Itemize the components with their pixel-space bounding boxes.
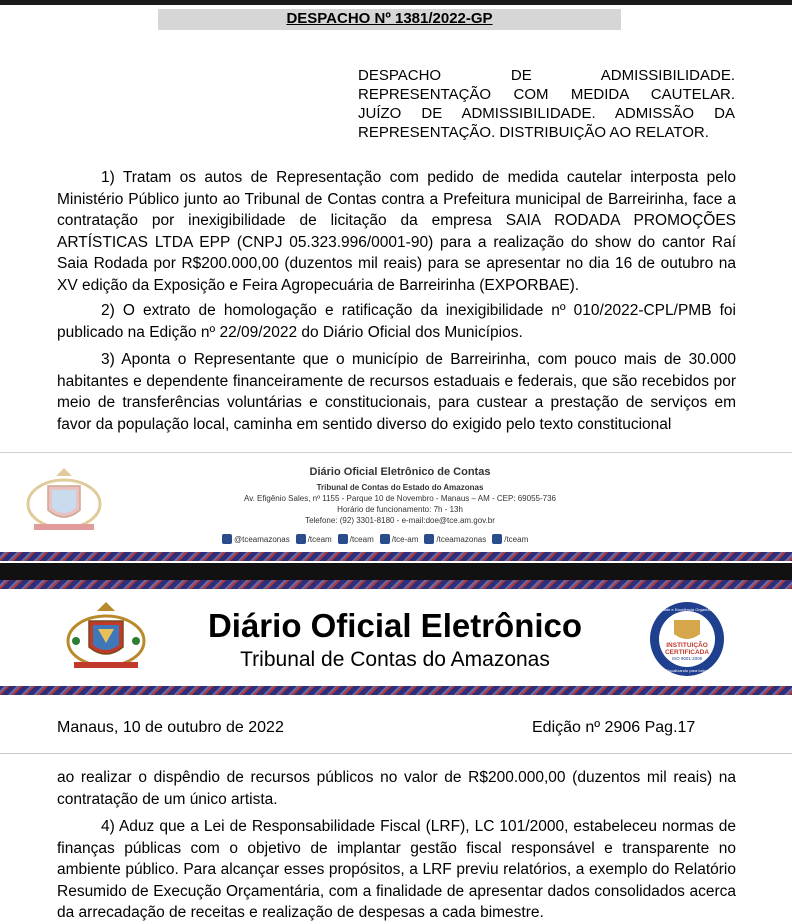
facebook-icon [296,534,306,544]
diary-subtitle: Tribunal de Contas do Amazonas [240,648,550,671]
seal-iso: ISO 9001:2008 [671,656,703,661]
tce-coat-of-arms-logo [62,599,150,671]
footer-address: Av. Efigênio Sales, nº 1155 - Parque 10 de Novembro - Manaus – AM - CEP: 69055-736 [244,494,556,503]
youtube-link[interactable]: /tceamazonas [424,534,486,544]
soundcloud-link[interactable]: /tceam [492,534,528,544]
flickr-icon [380,534,390,544]
seal-text-2: CERTIFICADA [664,649,710,656]
header-bottom-stripe [0,686,792,695]
flickr-link[interactable]: /tce-am [380,534,419,544]
facebook-link[interactable]: /tceam [296,534,332,544]
paragraph-2: 2) O extrato de homologação e ratificação da inexigibilidade nº 010/2022-CPL/PMB foi publicado na Edição nº 22/09/2022 do Diário Oficial dos Municípios. [57,302,736,341]
paragraph-4: 4) Aduz que a Lei de Responsabilidade Fiscal (LRF), LC 101/2000, estabeleceu normas de finanças públicas com o objetivo de implantar gestão fiscal responsável e transparente no ambiente público. Para alcançar esses propósitos, a LRF previu relatórios, a exemplo do Relatório Resumido de Execução Orçamentária, com a finalidade de apresentar dados consolidados acerca da arrecadação de receitas e realização de despesas a cada bimestre. [57,818,736,921]
previous-page [0,0,792,460]
edition-page: Edição nº 2906 Pag.17 [532,719,696,736]
instagram-icon [222,534,232,544]
ementa-line: REPRESENTAÇÃO COM MEDIDA CAUTELAR. [358,86,735,103]
footer-subtitle: Tribunal de Contas do Estado do Amazonas [316,483,484,492]
seal-top-text: Qualidade e Excelência Organizacional [652,607,722,612]
tce-coat-of-arms-logo [22,464,106,534]
continuation-paragraph: ao realizar o dispêndio de recursos públicos no valor de R$200.000,00 (duzentos mil reais) na contratação de um único artista. [57,769,736,808]
ementa [358,66,735,142]
ementa-line: DESPACHO DE ADMISSIBILIDADE. [358,67,735,84]
footer-divider [0,452,792,453]
ementa-line: JUÍZO DE ADMISSIBILIDADE. ADMISSÃO DA [358,105,735,122]
certification-seal-icon [648,600,726,678]
instagram-link[interactable]: @tceamazonas [222,534,290,544]
footer-hours: Horário de funcionamento: 7h - 13h [337,505,463,514]
top-edge [0,0,792,5]
footer-stripe [0,552,792,561]
footer-info [205,465,595,526]
footer-contact: Telefone: (92) 3301-8180 - e-mail:doe@tce.am.gov.br [305,516,495,525]
diary-title: Diário Oficial Eletrônico [207,607,583,644]
page-gap [0,563,792,581]
header-top-stripe [0,580,792,589]
publication-date: Manaus, 10 de outubro de 2022 [57,719,284,736]
social-links [222,532,528,546]
despacho-title: DESPACHO Nº 1381/2022-GP [158,9,621,30]
header-divider [0,753,792,754]
seal-bottom-text: Fiscalizando para todos [665,668,709,673]
ementa-line: REPRESENTAÇÃO. DISTRIBUIÇÃO AO RELATOR. [358,124,709,141]
twitter-link[interactable]: /tceam [338,534,374,544]
footer-title: Diário Oficial Eletrônico de Contas [309,466,491,478]
twitter-icon [338,534,348,544]
paragraph-1: 1) Tratam os autos de Representação com pedido de medida cautelar interposta pelo Ministério Público junto ao Tribunal de Contas contra a Prefeitura municipal de Barreirinha, face a contratação por inexigibilidade de licitação da empresa SAIA RODADA PROMOÇÕES ARTÍSTICAS LTDA EPP (CNPJ 05.323.996/0001-90) para a realização do show do cantor Raí Saia Rodada por R$200.000,00 (duzentos mil reais) para se apresentar no dia 16 de outubro na XV edição da Exposição e Feira Agropecuária de Barreirinha (EXPORBAE). [57,169,736,294]
paragraph-3: 3) Aponta o Representante que o município de Barreirinha, com pouco mais de 30.000 habitantes e dependente financeiramente de recursos estaduais e federais, que são recebidos por meio de transferências voluntárias e constitucionais, para custear a prestação de serviços em favor da população local, caminha em sentido diverso do exigido pelo texto constitucional [57,351,736,433]
soundcloud-icon [492,534,502,544]
youtube-icon [424,534,434,544]
seal-text-1: INSTITUIÇÃO [666,642,708,649]
